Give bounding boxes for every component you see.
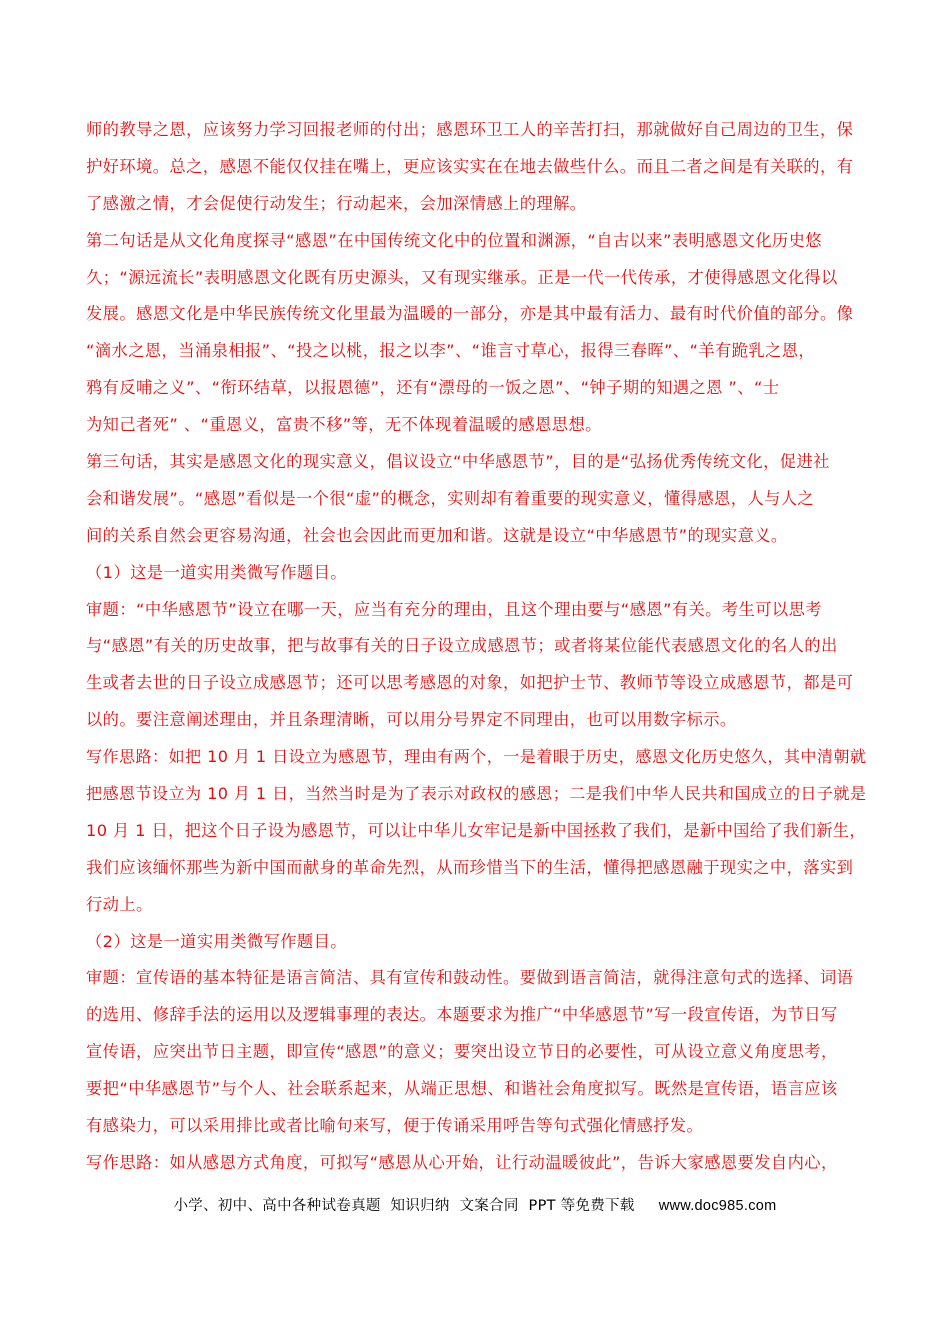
text-line: “滴水之恩，当涌泉相报”、“投之以桃，报之以李”、“谁言寸草心，报得三春晖”、“羊有跪乳之恩， [86, 341, 816, 361]
text-line: 发展。感恩文化是中华民族传统文化里最为温暖的一部分，亦是其中最有活力、最有时代价值的部分。像 [86, 304, 854, 324]
section-heading: （1）这是一道实用类微写作题目。 [86, 562, 347, 582]
text-line: 我们应该缅怀那些为新中国而献身的革命先烈，从而珍惜当下的生活，懂得把感恩融于现实之中，落实到 [86, 857, 854, 877]
text-line: 以的。要注意阐述理由，并且条理清晰，可以用分号界定不同理由，也可以用数字标示。 [86, 710, 737, 730]
footer-text: 小学、初中、高中各种试卷真题 知识归纳 文案合同 PPT 等免费下载 [173, 1198, 635, 1214]
footer-url: www.doc985.com [658, 1198, 777, 1214]
text-line: 为知己者死” 、“重恩义，富贵不移”等，无不体现着温暖的感恩思想。 [86, 415, 602, 435]
text-line: 久；“源远流长”表明感恩文化既有历史源头，又有现实继承。正是一代一代传承，才使得感恩文化得以 [86, 267, 838, 287]
text-line: 间的关系自然会更容易沟通，社会也会因此而更加和谐。这就是设立“中华感恩节”的现实意义。 [86, 525, 788, 545]
text-line: 写作思路：如把 10 月 1 日设立为感恩节，理由有两个，一是着眼于历史，感恩文化历史悠久，其中清朝就 [86, 747, 867, 767]
section-heading: （2）这是一道实用类微写作题目。 [86, 931, 347, 951]
text-line: 把感恩节设立为 10 月 1 日，当然当时是为了表示对政权的感恩；二是我们中华人民共和国成立的日子就是 [86, 784, 867, 804]
text-line: 写作思路：如从感恩方式角度，可拟写“感恩从心开始，让行动温暖彼此”，告诉大家感恩要发自内心， [86, 1152, 838, 1172]
text-line: 行动上。 [86, 894, 153, 914]
page-footer [0, 1194, 950, 1215]
text-line: 宣传语，应突出节日主题，即宣传“感恩”的意义；要突出设立节日的必要性，可从设立意义角度思考， [86, 1042, 838, 1062]
text-line: 与“感恩”有关的历史故事，把与故事有关的日子设立成感恩节；或者将某位能代表感恩文化的名人的出 [86, 636, 838, 656]
text-line: 有感染力，可以采用排比或者比喻句来写，便于传诵采用呼告等句式强化情感抒发。 [86, 1116, 704, 1136]
text-line: 要把“中华感恩节”与个人、社会联系起来，从端正思想、和谐社会角度拟写。既然是宣传语，语言应该 [86, 1079, 838, 1099]
text-line: 第二句话是从文化角度探寻“感恩”在中国传统文化中的位置和渊源，“自古以来”表明感恩文化历史悠 [86, 230, 822, 250]
answer-text-body [86, 112, 866, 1182]
text-line: 了感激之情，才会促使行动发生；行动起来，会加深情感上的理解。 [86, 193, 587, 213]
text-line: 审题：“中华感恩节”设立在哪一天，应当有充分的理由，且这个理由要与“感恩”有关。考生可以思考 [86, 599, 822, 619]
text-line: 师的教导之恩，应该努力学习回报老师的付出；感恩环卫工人的辛苦打扫，那就做好自己周边的卫生，保 [86, 120, 854, 139]
text-line: 10 月 1 日，把这个日子设为感恩节，可以让中华儿女牢记是新中国拯救了我们，是新中国给了我们新生， [86, 820, 867, 840]
text-line: 会和谐发展”。“感恩”看似是一个很“虚”的概念，实则却有着重要的现实意义，懂得感恩，人与人之 [86, 488, 815, 508]
text-line: 的选用、修辞手法的运用以及逻辑事理的表达。本题要求为推广“中华感恩节”写一段宣传语，为节日写 [86, 1005, 838, 1025]
text-line: 护好环境。总之，感恩不能仅仅挂在嘴上，更应该实实在在地去做些什么。而且二者之间是有关联的，有 [86, 156, 854, 176]
text-line: 鸦有反哺之义”、“衔环结草，以报恩德”，还有“漂母的一饭之恩”、“钟子期的知遇之恩 ”、“士 [86, 378, 780, 398]
text-line: 生或者去世的日子设立成感恩节；还可以思考感恩的对象，如把护士节、教师节等设立成感恩节，都是可 [86, 673, 854, 693]
text-line: 第三句话，其实是感恩文化的现实意义，倡议设立“中华感恩节”，目的是“弘扬优秀传统文化，促进社 [86, 452, 830, 472]
text-line: 审题：宣传语的基本特征是语言简洁、具有宣传和鼓动性。要做到语言简洁，就得注意句式的选择、词语 [86, 968, 854, 988]
